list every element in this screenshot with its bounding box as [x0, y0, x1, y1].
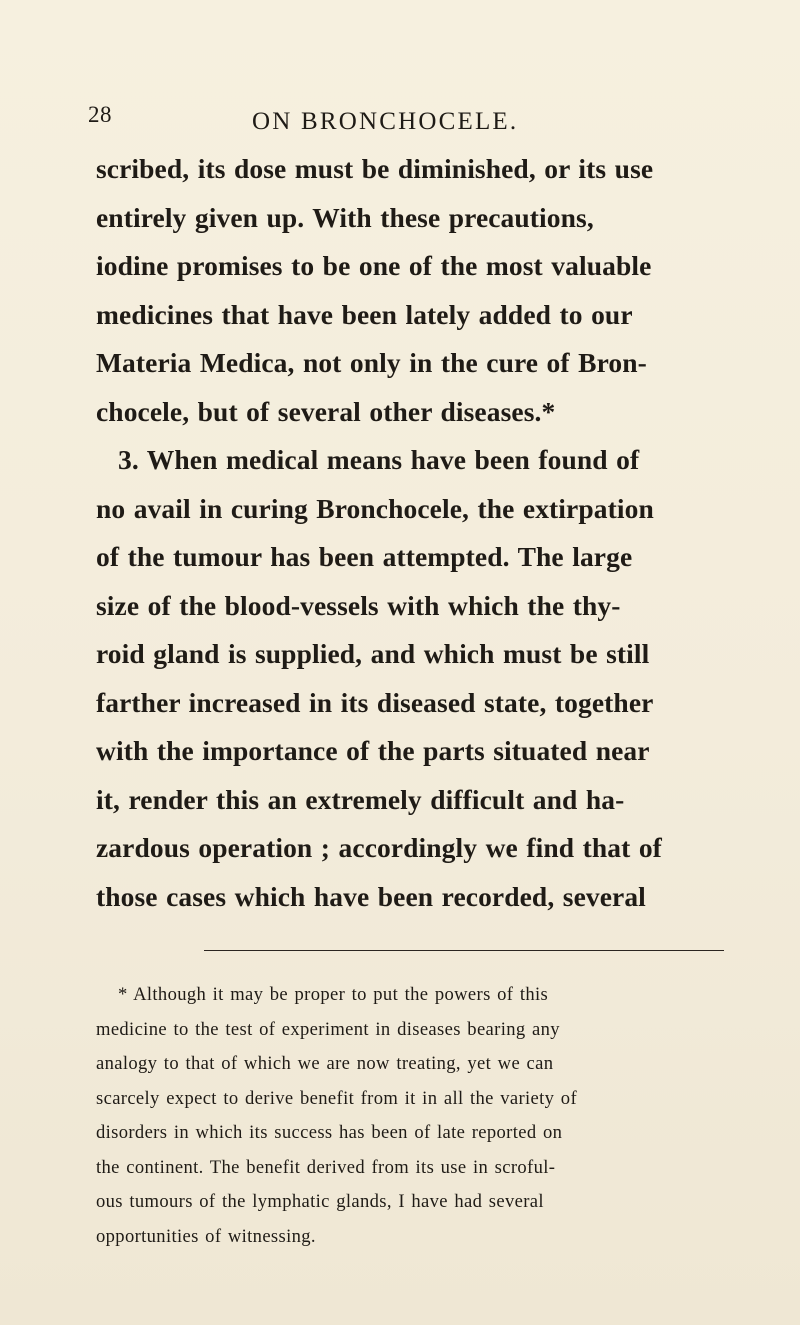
text-line: farther increased in its diseased state, together [96, 686, 654, 718]
text-line: scribed, its dose must be diminished, or its use [96, 153, 654, 184]
footnote [96, 978, 736, 1254]
footnote-divider [204, 950, 724, 951]
footnote-line: medicine to the test of experiment in diseases bearing any [96, 1018, 560, 1040]
text-line: Materia Medica, not only in the cure of Bron- [96, 347, 647, 378]
text-line: size of the blood-vessels with which the thy- [96, 589, 621, 621]
footnote-line: * Although it may be proper to put the powers of this [118, 984, 549, 1005]
text-line: with the importance of the parts situated near [96, 735, 650, 766]
running-head [88, 102, 748, 144]
text-line: of the tumour has been attempted. The large [96, 541, 633, 572]
text-line: it, render this an extremely difficult and ha- [96, 783, 625, 815]
footnote-line: ous tumours of the lymphatic glands, I have had several [96, 1191, 544, 1212]
page-number: 28 [88, 102, 112, 127]
footnote-line: disorders in which its success has been of late reported on [96, 1122, 563, 1143]
text-line: those cases which have been recorded, several [96, 880, 646, 912]
paragraph-start-line: 3. When medical means have been found of [118, 444, 640, 475]
text-line: zardous operation ; accordingly we find that of [96, 832, 662, 863]
text-line: no avail in curing Bronchocele, the extirpation [96, 492, 654, 524]
running-title: ON BRONCHOCELE. [252, 108, 519, 135]
text-line: entirely given up. With these precautions, [96, 201, 594, 233]
text-line: roid gland is supplied, and which must be still [96, 638, 650, 669]
text-line: chocele, but of several other diseases.* [96, 395, 556, 427]
text-line: iodine promises to be one of the most valuable [96, 250, 652, 281]
footnote-line: analogy to that of which we are now treating, yet we can [96, 1053, 554, 1074]
footnote-line: opportunities of witnessing. [96, 1225, 316, 1247]
text-line: medicines that have been lately added to our [96, 298, 633, 330]
footnote-line: the continent. The benefit derived from its use in scroful- [96, 1156, 556, 1178]
body-text [96, 145, 736, 921]
footnote-line: scarcely expect to derive benefit from it in all the variety of [96, 1087, 577, 1109]
